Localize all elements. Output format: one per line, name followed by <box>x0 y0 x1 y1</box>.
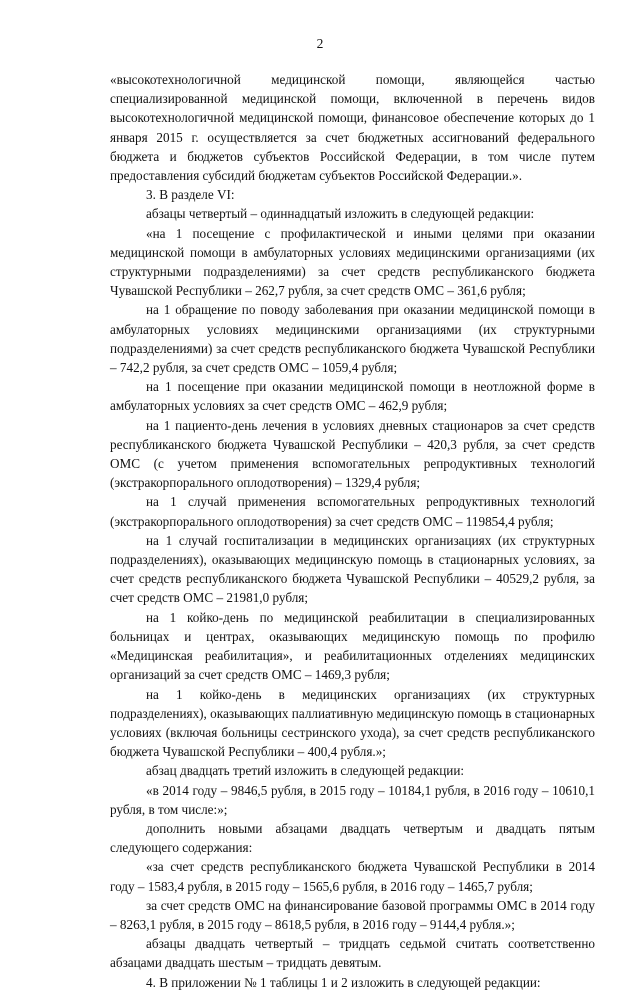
paragraph: на 1 случай госпитализации в медицинских организациях (их структурных подразделениях), оказывающих медицинскую помощь в стационарных условиях, за счет средств республиканского бюджета Чувашской Республики – 40529,2 рубля, за счет средств ОМС – 21981,0 рубля; <box>110 532 595 606</box>
paragraph: абзац двадцать третий изложить в следующей редакции: <box>146 763 465 779</box>
document-body <box>110 70 595 992</box>
paragraph: «на 1 посещение с профилактической и иными целями при оказании медицинской помощи в амбулаторных условиях медицинскими организациями (их структурными подразделениями) за счет средств республиканского бюджета Чувашской Республики – 262,7 рубля, за счет средств ОМС – 361,6 рубля; <box>110 225 595 299</box>
paragraph: 3. В разделе VI: <box>146 187 235 203</box>
paragraph: на 1 случай применения вспомогательных репродуктивных технологий (экстракорпорального оплодотворения) за счет средств ОМС – 119854,4 рубля; <box>110 494 595 529</box>
paragraph: абзацы двадцать четвертый – тридцать седьмой считать соответственно абзацами двадцать шестым – тридцать девятым. <box>110 936 595 971</box>
paragraph: «высокотехнологичной медицинской помощи, являющейся частью специализированной медицинской помощи, включенной в перечень видов высокотехнологичной медицинской помощи, финансовое обеспечение которых до 1 января 2015 г. осуществляется за счет бюджетных ассигнований федерального бюджета и бюджетов субъектов Российской Федерации, в том числе путем предоставления субсидий бюджетам субъектов Российской Федерации.». <box>110 72 595 184</box>
paragraph: 4. В приложении № 1 таблицы 1 и 2 изложить в следующей редакции: <box>146 974 541 990</box>
paragraph: на 1 посещение при оказании медицинской помощи в неотложной форме в амбулаторных условиях за счет средств ОМС – 462,9 рубля; <box>110 379 595 414</box>
paragraph: на 1 пациенто-день лечения в условиях дневных стационаров за счет средств республиканского бюджета Чувашской Республики – 420,3 рубля, за счет средств ОМС (с учетом применения вспомогательных репродуктивных технологий (экстракорпорального оплодотворения) – 1329,4 рубля; <box>110 417 595 491</box>
paragraph: абзацы четвертый – одиннадцатый изложить в следующей редакции: <box>146 206 535 222</box>
paragraph: на 1 обращение по поводу заболевания при оказании медицинской помощи в амбулаторных условиях медицинскими организациями (их структурными подразделениями) за счет средств республиканского бюджета Чувашской Республики – 742,2 рубля, за счет средств ОМС – 1059,4 рубля; <box>110 302 595 376</box>
paragraph: за счет средств ОМС на финансирование базовой программы ОМС в 2014 году – 8263,1 рубля, в 2015 году – 8618,5 рубля, в 2016 году – 9144,4 рубля.»; <box>110 897 595 932</box>
page-number: 2 <box>316 36 324 51</box>
paragraph: «за счет средств республиканского бюджета Чувашской Республики в 2014 году – 1583,4 рубля, в 2015 году – 1565,6 рубля, в 2016 году – 1465,7 рубля; <box>110 859 595 894</box>
paragraph: на 1 койко-день в медицинских организациях (их структурных подразделениях), оказывающих паллиативную медицинскую помощь в стационарных условиях (включая больницы сестринского ухода), за счет средств республиканского бюджета Чувашской Республики – 400,4 рубля.»; <box>110 686 595 760</box>
paragraph: дополнить новыми абзацами двадцать четвертым и двадцать пятым следующего содержания: <box>110 820 595 856</box>
paragraph: на 1 койко-день по медицинской реабилитации в специализированных больницах и центрах, оказывающих медицинскую помощь по профилю «Медицинская реабилитация», и реабилитационных отделениях медицинских организаций за счет средств ОМС – 1469,3 рубля; <box>110 609 595 683</box>
paragraph: «в 2014 году – 9846,5 рубля, в 2015 году – 10184,1 рубля, в 2016 году – 10610,1 рубля, в том числе:»; <box>110 782 595 817</box>
